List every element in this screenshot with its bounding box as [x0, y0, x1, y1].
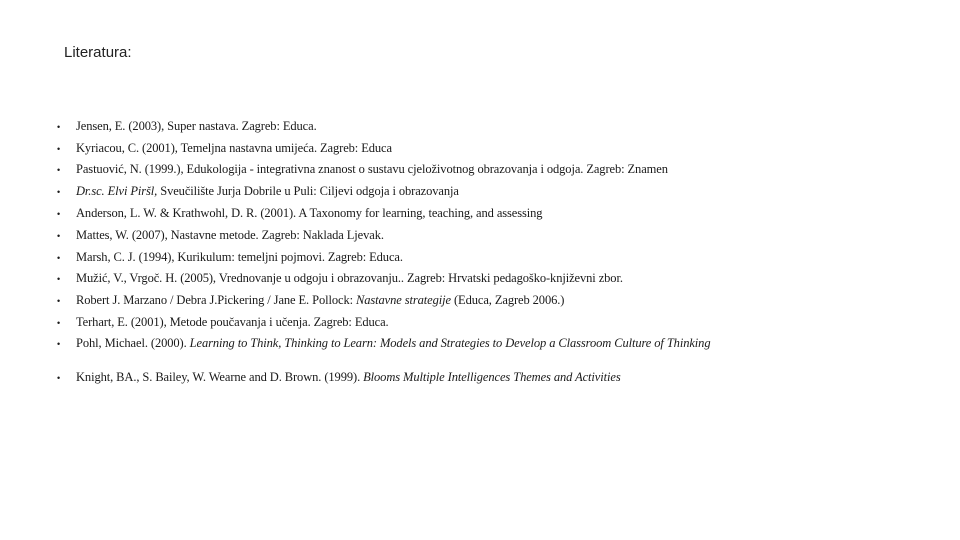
bullet-icon: •	[57, 274, 61, 284]
reference-title: Learning to Think, Thinking to Learn: Models and Strategies to Develop a Classroom Culture of Thinking	[189, 336, 711, 350]
bullet-icon: •	[57, 231, 61, 241]
bullet-icon: •	[57, 339, 61, 349]
reference-segment: Sveučilište Jurja Dobrile u Puli: Ciljevi odgoja i obrazovanja	[157, 184, 459, 198]
reference-text	[76, 121, 317, 133]
reference-text	[76, 143, 392, 155]
bullet-icon: •	[57, 209, 61, 219]
reference-segment: Mužić, V., Vrgoč. H. (2005), Vrednovanje u odgoju i obrazovanju.. Zagreb: Hrvatski pedagoško-književni zbor.	[76, 271, 623, 285]
reference-text	[76, 186, 459, 198]
reference-text	[76, 295, 564, 307]
bullet-icon: •	[57, 144, 61, 154]
reference-title: Dr.sc. Elvi Piršl,	[76, 184, 158, 198]
bullet-icon: •	[57, 296, 61, 306]
reference-text	[76, 317, 389, 329]
bullet-icon: •	[57, 187, 61, 197]
reference-segment: (Educa, Zagreb 2006.)	[450, 293, 565, 307]
reference-segment: Terhart, E. (2001), Metode poučavanja i učenja. Zagreb: Educa.	[76, 315, 389, 329]
reference-segment: Knight, BA., S. Bailey, W. Wearne and D. Brown. (1999).	[76, 370, 364, 384]
reference-text	[76, 338, 766, 350]
reference-text	[76, 372, 621, 384]
reference-text	[76, 208, 542, 220]
reference-title: Nastavne strategije	[356, 293, 451, 307]
bullet-icon: •	[57, 373, 61, 383]
reference-segment: Pohl, Michael. (2000).	[76, 336, 190, 350]
bullet-icon: •	[57, 165, 61, 175]
page-title: Literatura:	[64, 44, 132, 61]
reference-segment: Mattes, W. (2007), Nastavne metode. Zagreb: Naklada Ljevak.	[76, 228, 384, 242]
reference-segment: Marsh, C. J. (1994), Kurikulum: temeljni pojmovi. Zagreb: Educa.	[76, 250, 403, 264]
bullet-icon: •	[57, 253, 61, 263]
reference-segment: Pastuović, N. (1999.), Edukologija - integrativna znanost o sustavu cjeloživotnog obrazovanja i odgoja. Zagreb: Znamen	[76, 162, 668, 176]
reference-text	[76, 252, 403, 264]
reference-text	[76, 164, 668, 176]
reference-text	[76, 230, 384, 242]
reference-segment: Kyriacou, C. (2001), Temeljna nastavna umijeća. Zagreb: Educa	[76, 141, 392, 155]
reference-segment: Anderson, L. W. & Krathwohl, D. R. (2001). A Taxonomy for learning, teaching, and assessing	[76, 206, 543, 220]
bullet-icon: •	[57, 318, 61, 328]
reference-segment: Robert J. Marzano / Debra J.Pickering / Jane E. Pollock:	[76, 293, 356, 307]
reference-title: Blooms Multiple Intelligences Themes and Activities	[363, 370, 621, 384]
reference-segment: Jensen, E. (2003), Super nastava. Zagreb: Educa.	[76, 119, 317, 133]
reference-text	[76, 273, 623, 285]
bullet-icon: •	[57, 122, 61, 132]
